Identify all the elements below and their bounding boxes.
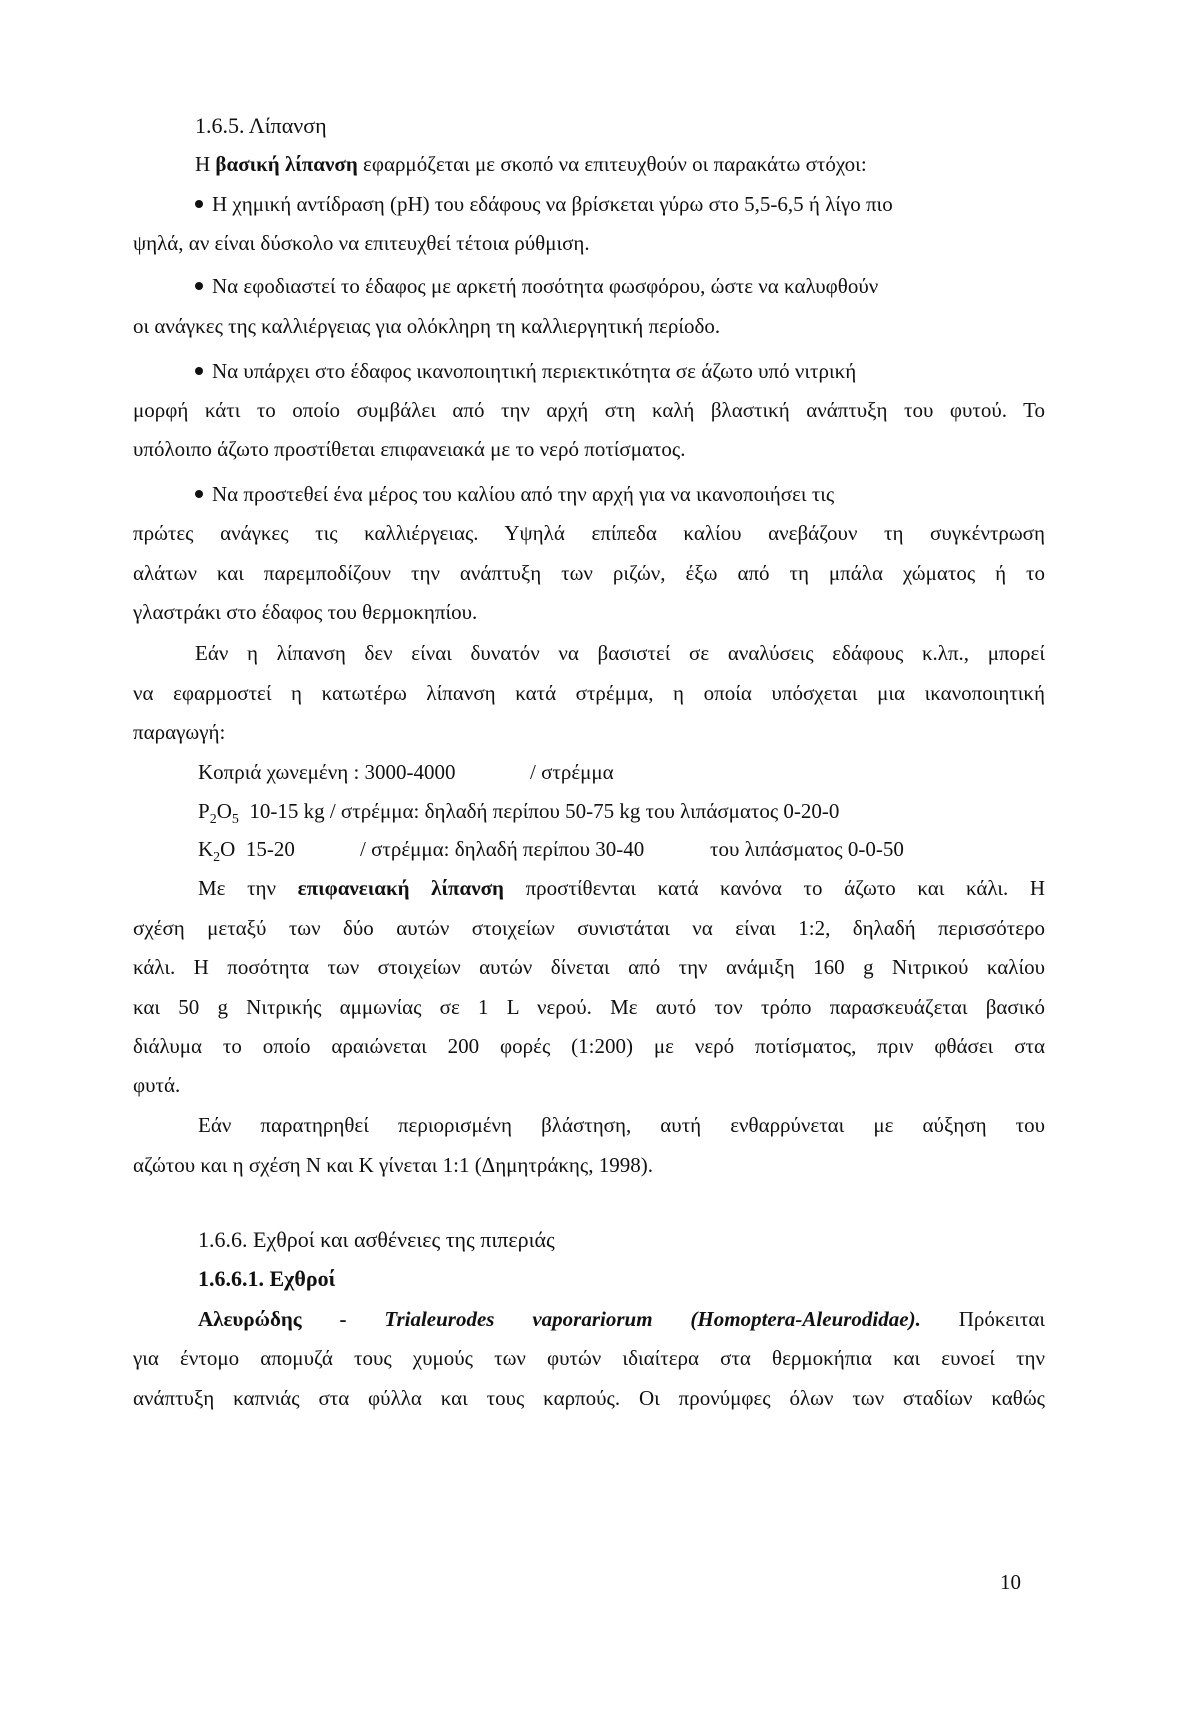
subsection-heading: 1.6.6.1. Εχθροί	[198, 1266, 336, 1291]
goal-4-line-3: αλάτων και παρεμποδίζουν την ανάπτυξη των ριζών, έξω από τη μπάλα χώματος ή το	[133, 561, 1045, 585]
surface-fertilization-term: επιφανειακή λίπανση	[297, 876, 504, 900]
pest-paragraph-line-3: ανάπτυξη καπνιάς στα φύλλα και τους καρπούς. Οι προνύμφες όλων των σταδίων καθώς	[133, 1386, 1045, 1410]
analysis-paragraph-line-1: Εάν η λίπανση δεν είναι δυνατόν να βασιστεί σε αναλύσεις εδάφους κ.λπ., μπορεί	[195, 641, 1045, 665]
section-heading: 1.6.5. Λίπανση	[195, 113, 327, 138]
goal-3-line-2: μορφή κάτι το οποίο συμβάλει από την αρχή στη καλή βλαστική ανάπτυξη του φυτού. Το	[133, 398, 1045, 422]
goal-2-line-1: Να εφοδιαστεί το έδαφος με αρκετή ποσότητα φωσφόρου, ώστε να καλυφθούν	[195, 272, 878, 300]
surface-paragraph-line-6: φυτά.	[133, 1073, 181, 1097]
growth-paragraph-line-1: Εάν παρατηρηθεί περιορισμένη βλάστηση, αυτή ενθαρρύνεται με αύξηση του	[198, 1113, 1045, 1137]
goal-3-line-3: υπόλοιπο άζωτο προστίθεται επιφανειακά με το νερό ποτίσματος.	[133, 437, 686, 461]
surface-paragraph-line-3: κάλι. Η ποσότητα των στοιχείων αυτών δίνεται από την ανάμιξη 160 g Νιτρικού καλίου	[133, 955, 1045, 979]
pest-name: Αλευρώδης -	[198, 1307, 385, 1331]
fertilizer-phosphorus: $P_2O_5$ 10-15 kg / στρέμμα: δηλαδή περίπου 50-75 kg του λιπάσματος 0-20-0	[198, 799, 840, 828]
fertilizer-potassium-product: του λιπάσματος 0-0-50	[710, 837, 904, 861]
goal-4-line-2: πρώτες ανάγκες τις καλλιέργειας. Υψηλά επίπεδα καλίου ανεβάζουν τη συγκέντρωση	[133, 521, 1045, 545]
analysis-paragraph-line-2: να εφαρμοστεί η κατωτέρω λίπανση κατά στρέμμα, η οποία υπόσχεται μια ικανοποιητική	[133, 681, 1045, 705]
bullet-icon	[195, 490, 203, 498]
surface-paragraph-line-2: σχέση μεταξύ των δύο αυτών στοιχείων συνιστάται να είναι 1:2, δηλαδή περισσότερο	[133, 916, 1045, 940]
fertilizer-potassium: $K_2O$ 15-20	[198, 837, 295, 866]
goal-4-line-4: γλαστράκι στο έδαφος του θερμοκηπίου.	[133, 600, 478, 624]
goal-1-line-2: ψηλά, αν είναι δύσκολο να επιτευχθεί τέτοια ρύθμιση.	[133, 231, 590, 255]
goal-1-line-1: Η χημική αντίδραση (pH) του εδάφους να βρίσκεται γύρω στο 5,5-6,5 ή λίγο πιο	[195, 190, 893, 218]
bullet-icon	[195, 367, 203, 375]
bullet-icon	[195, 282, 203, 290]
goal-3-line-1: Να υπάρχει στο έδαφος ικανοποιητική περιεκτικότητα σε άζωτο υπό νιτρική	[195, 357, 856, 385]
pest-latin-name: Trialeurodes vaporariorum (Homoptera-Aleurodidae).	[384, 1307, 921, 1331]
surface-paragraph-line-4: και 50 g Νιτρικής αμμωνίας σε 1 L νερού. Με αυτό τον τρόπο παρασκευάζεται βασικό	[133, 995, 1045, 1019]
intro-paragraph: Η βασική λίπανση εφαρμόζεται με σκοπό να επιτευχθούν οι παρακάτω στόχοι:	[195, 152, 867, 176]
surface-paragraph-line-5: διάλυμα το οποίο αραιώνεται 200 φορές (1:200) με νερό ποτίσματος, πριν φθάσει στα	[133, 1034, 1045, 1058]
goal-4-line-1: Να προστεθεί ένα μέρος του καλίου από την αρχή για να ικανοποιήσει τις	[195, 480, 834, 508]
fertilizer-compost: Κοπριά χωνεμένη : 3000-4000	[198, 760, 456, 784]
pest-paragraph-line-2: για έντομο απομυζά τους χυμούς των φυτών ιδιαίτερα στα θερμοκήπια και ευνοεί την	[133, 1346, 1045, 1370]
goal-2-line-2: οι ανάγκες της καλλιέργειας για ολόκληρη τη καλλιεργητική περίοδο.	[133, 314, 721, 338]
fertilizer-compost-unit: / στρέμμα	[530, 760, 614, 784]
basic-fertilization-term: βασική λίπανση	[215, 152, 358, 176]
section-2-heading: 1.6.6. Εχθροί και ασθένειες της πιπεριάς	[198, 1227, 555, 1252]
surface-paragraph-line-1: Με την επιφανειακή λίπανση προστίθενται κατά κανόνα το άζωτο και κάλι. Η	[198, 876, 1045, 900]
growth-paragraph-line-2: αζώτου και η σχέση Ν και Κ γίνεται 1:1 (Δημητράκης, 1998).	[133, 1153, 653, 1177]
page-number: 10	[1000, 1570, 1021, 1594]
pest-paragraph-line-1: Αλευρώδης - Trialeurodes vaporariorum (Homoptera-Aleurodidae). Πρόκειται	[198, 1307, 1045, 1331]
analysis-paragraph-line-3: παραγωγή:	[133, 720, 226, 744]
bullet-icon	[195, 200, 203, 208]
fertilizer-potassium-detail: / στρέμμα: δηλαδή περίπου 30-40	[360, 837, 645, 861]
